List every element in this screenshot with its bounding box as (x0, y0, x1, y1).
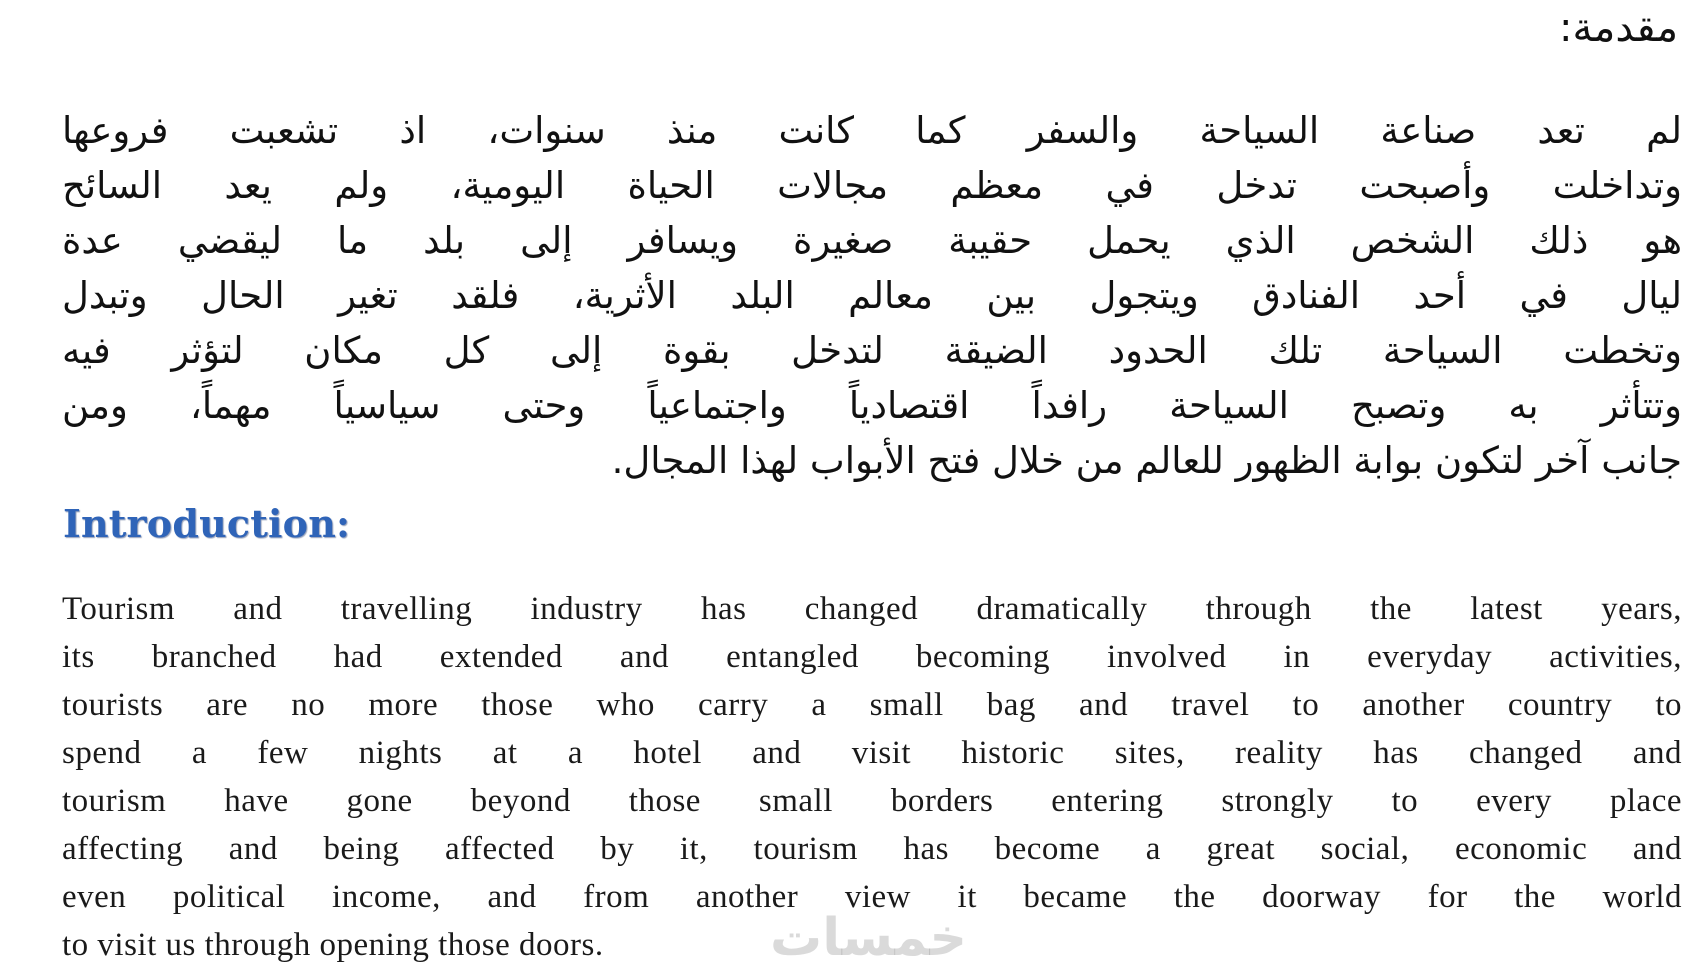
arabic-paragraph-line: جانب آخر لتكون بوابة الظهور للعالم من خلال فتح الأبواب لهذا المجال. (611, 439, 1682, 482)
arabic-paragraph (62, 103, 1682, 488)
english-paragraph-line: Tourism and travelling industry has changed dramatically through the latest years, (62, 591, 1682, 627)
english-section-heading: Introduction: (63, 501, 351, 546)
arabic-paragraph-line: وتخطت السياحة تلك الحدود الضيقة لتدخل بقوة إلى كل مكان لتؤثر فيه (62, 329, 1682, 372)
english-paragraph-line: to visit us through opening those doors. (62, 927, 604, 963)
arabic-paragraph-line: هو ذلك الشخص الذي يحمل حقيبة صغيرة ويسافر إلى بلد ما ليقضي عدة (62, 219, 1682, 262)
arabic-section-heading: مقدمة: (1558, 5, 1678, 51)
arabic-paragraph-line: لم تعد صناعة السياحة والسفر كما كانت منذ سنوات، اذ تشعبت فروعها (62, 109, 1682, 152)
english-paragraph-line: affecting and being affected by it, tourism has become a great social, economic and (62, 831, 1682, 867)
english-paragraph (62, 585, 1682, 969)
english-paragraph-line: even political income, and from another view it became the doorway for the world (62, 879, 1682, 915)
watermark-logo: خمسات (770, 908, 968, 968)
english-paragraph-line: its branched had extended and entangled becoming involved in everyday activities, (62, 639, 1682, 675)
arabic-paragraph-line: وتداخلت وأصبحت تدخل في معظم مجالات الحياة اليومية، ولم يعد السائح (62, 164, 1682, 207)
english-paragraph-line: tourists are no more those who carry a small bag and travel to another country to (62, 687, 1682, 723)
english-paragraph-line: tourism have gone beyond those small borders entering strongly to every place (62, 783, 1682, 819)
english-paragraph-line: spend a few nights at a hotel and visit historic sites, reality has changed and (62, 735, 1682, 771)
arabic-paragraph-line: ليال في أحد الفنادق ويتجول بين معالم البلد الأثرية، فلقد تغير الحال وتبدل (62, 274, 1682, 317)
arabic-paragraph-line: وتتأثر به وتصبح السياحة رافداً اقتصادياً واجتماعياً وحتى سياسياً مهماً، ومن (62, 384, 1682, 427)
